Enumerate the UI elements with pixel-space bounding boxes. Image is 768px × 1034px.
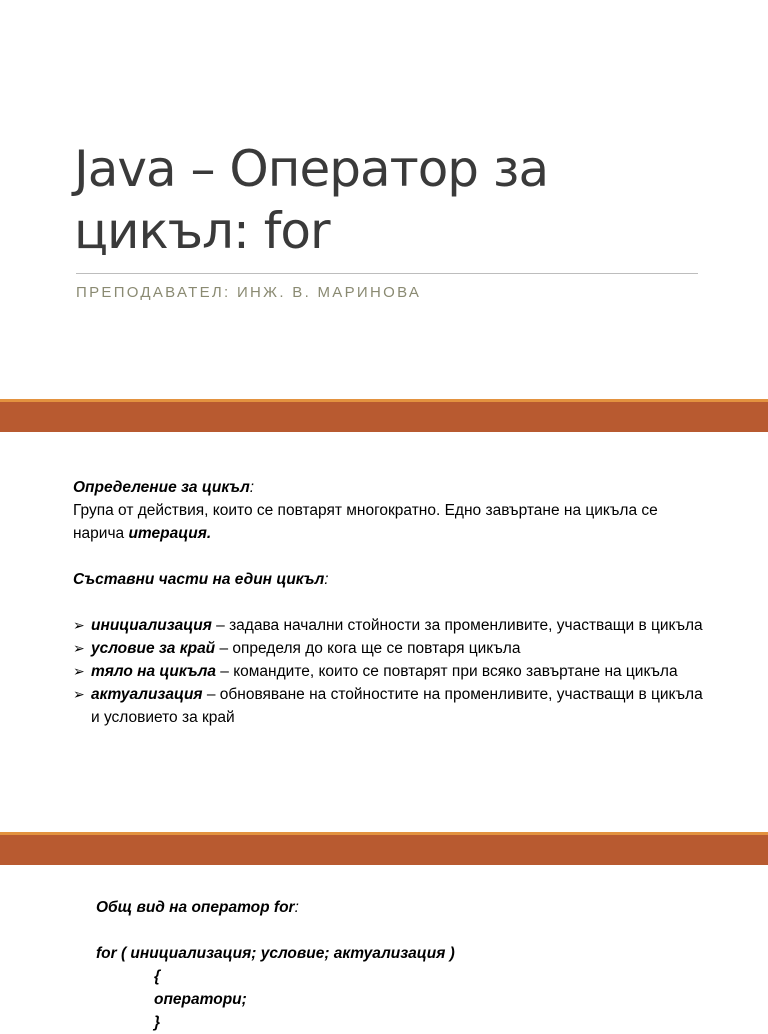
slide-divider-band	[0, 832, 768, 865]
list-item: ➢ условие за край – определя до кога ще се повтаря цикъла	[73, 637, 713, 660]
definition-section	[73, 476, 713, 729]
list-item: ➢ инициализация – задава начални стойности за променливите, участващи в цикъла	[73, 614, 713, 637]
arrow-bullet-icon: ➢	[73, 663, 85, 679]
slide-divider-band	[0, 399, 768, 432]
definition-text: Група от действия, които се повтарят многократно. Едно завъртане на цикъла се нарича итерация.	[73, 502, 658, 542]
arrow-bullet-icon: ➢	[73, 617, 85, 633]
parts-heading: Съставни части на един цикъл:	[73, 571, 329, 588]
slide-subtitle: ПРЕПОДАВАТЕЛ: ИНЖ. В. МАРИНОВА	[76, 284, 422, 301]
list-item: ➢ тяло на цикъла – командите, които се повтарят при всяко завъртане на цикъла	[73, 660, 713, 683]
arrow-bullet-icon: ➢	[73, 686, 85, 702]
arrow-bullet-icon: ➢	[73, 640, 85, 656]
slide-title: Java – Оператор за цикъл: for	[74, 140, 549, 260]
syntax-heading: Общ вид на оператор for:	[96, 899, 299, 916]
open-brace: {	[154, 968, 161, 985]
syntax-body: оператори;	[154, 991, 247, 1008]
list-item: ➢ актуализация – обновяване на стойностите на променливите, участващи в цикъла и условието за край	[73, 683, 713, 729]
title-divider	[76, 273, 698, 274]
syntax-section	[96, 896, 696, 1034]
close-brace: }	[154, 1014, 161, 1031]
syntax-line: for ( инициализация; условие; актуализация )	[96, 945, 455, 962]
definition-heading: Определение за цикъл:	[73, 479, 255, 496]
